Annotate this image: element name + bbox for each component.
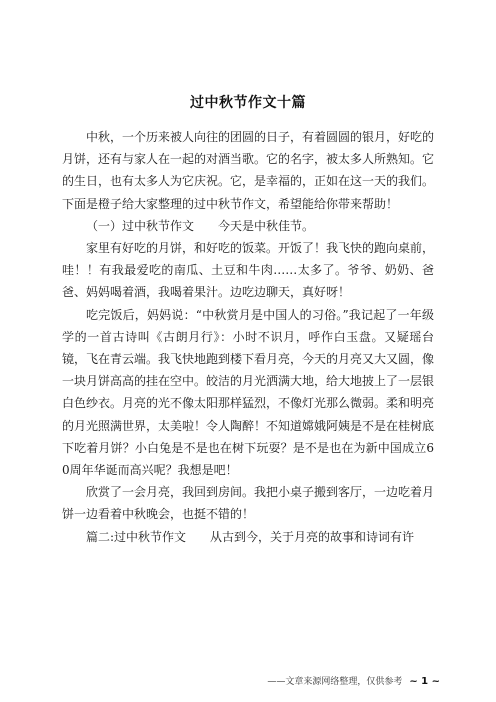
- document-title: 过中秋节作文十篇: [190, 95, 306, 111]
- paragraph: （一）过中秋节作文 今天是中秋佳节。: [86, 218, 315, 233]
- paragraph: 家里有好吃的月饼，和好吃的饭菜。开饭了！我飞快的跑向桌前，哇！！有我最爱吃的南瓜、土豆和牛肉……太多了。爷爷、奶奶、爸爸、妈妈喝着酒，我喝着果汁。边吃边聊天，真好呀！: [62, 241, 435, 300]
- page-number: ~ 1 ~: [409, 676, 440, 687]
- footer-source-note: ——文章来源网络整理，仅供参考: [267, 677, 403, 687]
- paragraph: 吃完饭后，妈妈说：“中秋赏月是中国人的习俗。”我记起了一年级学的一首古诗叫《古朗月行》：小时不识月，呼作白玉盘。又疑瑶台镜，飞在青云端。我飞快地跑到楼下看月亮，今天的月亮又大又圆，像一块月饼高高的挂在空中。皎洁的月光洒满大地，给大地披上了一层银白色纱衣。月亮的光不像太阳那样猛烈，不像灯光那么微弱。柔和明亮的月光照满世界，太美啦！令人陶醉！不知道嫦娥阿姨是不是在桂树底下吃着月饼？小白兔是不是也在树下玩耍？是不是也在为新中国成立60周年华诞而高兴呢？我想是吧！: [62, 307, 435, 478]
- paragraph: 篇二:过中秋节作文 从古到今，关于月亮的故事和诗词有许: [86, 529, 415, 544]
- document-body: [62, 126, 434, 548]
- page-footer: [0, 674, 440, 687]
- paragraph: 欣赏了一会月亮，我回到房间。我把小桌子搬到客厅，一边吃着月饼一边看着中秋晚会，也挺不错的！: [62, 485, 435, 522]
- paragraph: 中秋，一个历来被人向往的团圆的日子，有着圆圆的银月，好吃的月饼，还有与家人在一起的对酒当歌。它的名字，被太多人所熟知。它的生日，也有太多人为它庆祝。它，是幸福的，正如在这一天的我们。下面是橙子给大家整理的过中秋节作文，希望能给你带来帮助！: [62, 130, 435, 211]
